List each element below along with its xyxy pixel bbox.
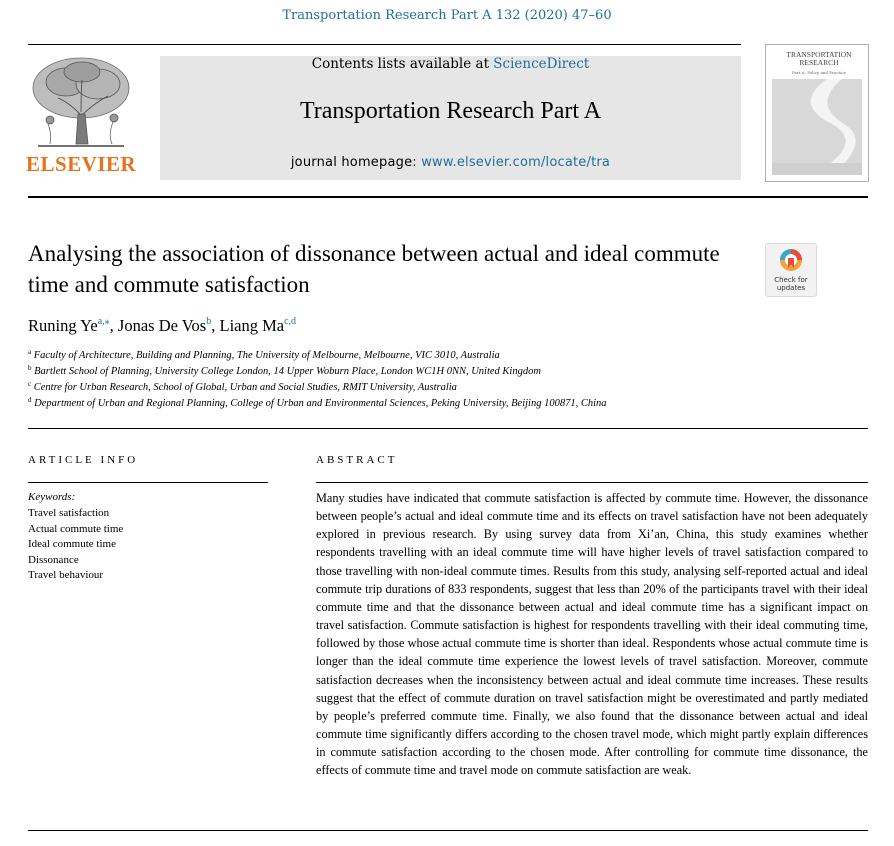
abstract-divider	[316, 482, 868, 483]
author-separator: ,	[109, 316, 118, 335]
affiliation-label: b	[28, 364, 32, 372]
affiliation	[28, 348, 500, 361]
journal-homepage-line	[160, 155, 741, 170]
author-affiliation-sup[interactable]: a,⁎	[97, 316, 110, 327]
keyword-item: Travel behaviour	[28, 569, 104, 581]
cover-title-line2: RESEARCH	[799, 58, 839, 67]
abstract-text: Many studies have indicated that commute satisfaction is affected by commute time. However, the dissonance between people’s actual and ideal commute time and its effects on travel satisfaction have not been adequately explored in previous research. By using survey data from Xi’an, China, this study examines whether respondents travelling with an ideal commute time will have higher levels of travel satisfaction compared to those travelling with non-ideal commute times. Results from this study, analysing self-reported actual and ideal commute trip durations of 833 respondents, suggest that less than 20% of the participants travel with their ideal commute time and that the dissonance between actual and ideal commute time has a significant impact on travel satisfaction. Commute satisfaction is highest for respondents travelling with their ideal commuting time, followed by those whose actual commute time is shorter than ideal. Respondents whose actual commute time is longer than the ideal commute time experience the lowest levels of travel satisfaction. Moreover, commute satisfaction decreases when the inconsistency between actual and ideal commute time increases. These results suggest that the effect of commute duration on travel satisfaction might be overestimated and partly mediated by people’s preferred commute time. Finally, we also found that the dissonance between actual and ideal commute time significantly differs according to the chosen travel mode, which might partly explain differences in commute satisfaction according to the chosen mode. After controlling for commute time dissonance, the effects of commute time and travel mode on commute satisfaction are weak.	[316, 491, 868, 778]
affiliation	[28, 364, 541, 377]
author-separator: ,	[211, 316, 220, 335]
homepage-prefix: journal homepage:	[290, 155, 422, 170]
article-info-heading: ARTICLE INFO	[28, 454, 139, 466]
check-updates-line2: updates	[776, 284, 806, 292]
author-name[interactable]: Runing Ye	[28, 316, 98, 335]
homepage-link[interactable]: www.elsevier.com/locate/tra	[421, 155, 611, 170]
check-updates-label	[766, 276, 816, 292]
author-list	[28, 316, 296, 336]
article-info-divider	[28, 482, 268, 483]
affiliation-text: Bartlett School of Planning, University College London, 14 Upper Woburn Place, London WC1H 0NN, United Kingdom	[34, 366, 541, 377]
affiliation-text: Centre for Urban Research, School of Global, Urban and Social Studies, RMIT University, Australia	[33, 382, 457, 393]
author-affiliation-sup[interactable]: c,d	[284, 316, 297, 327]
cover-subtitle: Part A: Policy and Practice	[792, 70, 846, 75]
header-bottom-rule	[28, 196, 868, 198]
affiliation-label: d	[28, 396, 32, 404]
elsevier-wordmark: ELSEVIER	[26, 152, 137, 176]
keyword-item: Dissonance	[28, 553, 79, 566]
cover-title	[774, 51, 864, 67]
check-updates-line1: Check for	[774, 276, 808, 284]
elsevier-tree-logo[interactable]	[28, 54, 134, 150]
author-name[interactable]: Liang Ma	[219, 316, 285, 335]
keyword-item: Actual commute time	[28, 522, 124, 535]
author-affiliation-sup[interactable]: b	[206, 316, 212, 327]
header-top-rule	[28, 44, 741, 45]
keywords-label: Keywords:	[28, 491, 76, 503]
journal-title: Transportation Research Part A	[299, 98, 602, 124]
check-for-updates-button[interactable]	[765, 243, 817, 297]
affiliation-text: Faculty of Architecture, Building and Planning, The University of Melbourne, Melbourne, VIC 3010, Australia	[33, 350, 500, 361]
affiliation-label: a	[28, 348, 32, 356]
author-name[interactable]: Jonas De Vos	[117, 316, 207, 335]
contents-prefix: Contents lists available at	[311, 56, 494, 72]
contents-line	[160, 56, 741, 72]
affiliation	[28, 396, 607, 409]
article-info-top-rule	[28, 428, 868, 429]
check-updates-icon	[779, 248, 803, 274]
article-title: Analysing the association of dissonance between actual and ideal commute time and commute satisfaction	[28, 241, 720, 297]
cover-road-image	[772, 79, 862, 175]
keyword-item: Travel satisfaction	[28, 507, 110, 519]
cover-title-line1: TRANSPORTATION	[786, 50, 852, 59]
journal-cover-thumbnail[interactable]	[765, 44, 869, 182]
keywords-list	[28, 506, 123, 584]
journal-citation-link[interactable]: Transportation Research Part A 132 (2020) 47–60	[282, 8, 612, 23]
sciencedirect-link[interactable]: ScienceDirect	[493, 56, 590, 72]
abstract-bottom-rule	[28, 830, 868, 831]
affiliation-text: Department of Urban and Regional Planning, College of Urban and Environmental Sciences, Peking University, Beijing 100871, China	[34, 398, 607, 409]
keyword-item: Ideal commute time	[28, 538, 116, 550]
abstract-heading: ABSTRACT	[316, 454, 398, 466]
affiliation-label: c	[28, 380, 32, 388]
affiliation	[28, 380, 457, 393]
